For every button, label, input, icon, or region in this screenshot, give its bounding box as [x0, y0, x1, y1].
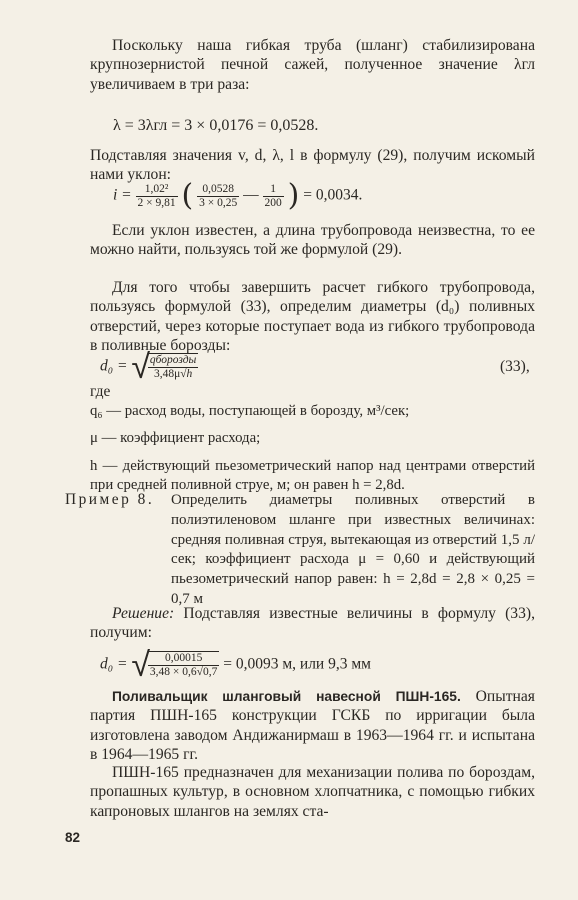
eq4-den-radicand: 0,7 — [202, 666, 218, 678]
page-number: 82 — [65, 830, 81, 845]
paragraph-pshn: ПШН-165 предназначен для механизации полива по бороздам, пропашных культур, в основном хлопчатника, с помощью гибких капроновых шлангов на землях ста- — [90, 764, 535, 820]
equation-lambda: λ = 3λгл = 3 × 0,0176 = 0,0528. — [113, 117, 319, 134]
section-heading: Поливальщик шланговый навесной ПШН-165. — [112, 689, 461, 704]
solution-text: Подставляя известные величины в формулу (33), получим: — [90, 605, 535, 642]
eq2-f2-numerator: 0,0528 — [202, 182, 234, 195]
where-label: где — [90, 383, 111, 400]
radical-icon-2: √ — [131, 645, 151, 685]
equation-33 — [100, 347, 198, 387]
eq4-den-coefficient: 3,48 × 0,6 — [149, 666, 197, 678]
small-radical-icon: √ — [180, 368, 187, 380]
eq2-fraction-2 — [197, 183, 239, 210]
eq2-f3-numerator: 1 — [270, 182, 276, 195]
definition-q: q₆ — расход воды, поступающей в борозду, м³/сек; — [90, 403, 410, 419]
eq2-lhs: i = — [113, 186, 132, 204]
equation-result — [100, 645, 371, 685]
section-text: Опытная партия ПШН-165 конструкции ГСКБ по ирригации была изготовлена заводом Андижанирмаш в 1963—1964 гг. и испытана в 1964—1965 гг. — [90, 688, 535, 764]
example-body: Определить диаметры поливных отверстий в полиэтиленовом шланге при известных величинах: средняя поливная струя, вытекающая из отверстий 1,5 л/сек; коэффициент расхода μ = 0,60 и действующий пьезометрический напор равен: h = 2,8d = 2,8 × 0,25 = 0,7 м — [171, 492, 535, 607]
eq2-fraction-3 — [263, 183, 284, 210]
solution-label: Решение: — [112, 605, 175, 622]
eq3-den-radicand: h — [186, 368, 193, 380]
eq3-denominator — [148, 367, 198, 381]
eq3-numerator: qборозды — [149, 354, 197, 366]
small-radical-icon-2: √ — [196, 666, 203, 678]
eq2-minus: — — [243, 186, 259, 204]
eq2-f1-numerator: 1,02² — [144, 182, 169, 195]
eq2-fraction-1 — [136, 183, 178, 210]
paragraph-intro: Поскольку наша гибкая труба (шланг) стабилизирована крупнозернистой печной сажей, полученное значение λгл увеличиваем в три раза: — [90, 37, 535, 93]
eq4-lhs: d₀ = — [100, 655, 128, 673]
eq4-fraction — [148, 651, 219, 679]
definitions-list — [90, 402, 535, 496]
solution-paragraph — [90, 604, 535, 643]
definition-mu: μ — коэффициент расхода; — [90, 430, 261, 447]
eq3-den-coefficient: 3,48μ — [153, 368, 181, 380]
eq2-f3-denominator: 200 — [264, 196, 282, 209]
eq4-rhs: = 0,0093 м, или 9,3 мм — [223, 655, 371, 673]
equation-33-tag: (33), — [500, 358, 530, 375]
right-paren: ) — [287, 178, 300, 213]
example-label: Пример 8. — [65, 491, 155, 508]
eq2-rhs: = 0,0034. — [303, 186, 363, 204]
paragraph-length: Если уклон известен, а длина трубопровода неизвестна, то ее можно найти, пользуясь той же формулой (29). — [90, 222, 535, 259]
eq2-f1-denominator: 2 × 9,81 — [137, 196, 176, 209]
definition-h: h — действующий пьезометрический напор над центрами отверстий при средней поливной струе, м; он равен h = 2,8d. — [90, 457, 535, 494]
paragraph-substitution: Подставляя значения v, d, λ, l в формулу (29), получим искомый нами уклон: — [90, 147, 535, 184]
eq2-f2-denominator: 3 × 0,25 — [199, 196, 238, 209]
eq3-lhs: d₀ = — [100, 357, 128, 375]
paragraph-diameter: Для того чтобы завершить расчет гибкого трубопровода, пользуясь формулой (33), определим диаметры (d₀) поливных отверстий, через которые поступает вода из гибкого трубопровода в поливные борозды: — [90, 279, 535, 355]
left-paren: ( — [181, 178, 194, 213]
eq4-numerator: 0,00015 — [164, 652, 203, 664]
eq4-denominator — [148, 665, 219, 679]
section-paragraph — [90, 687, 535, 765]
radical-icon: √ — [131, 347, 151, 387]
equation-slope — [113, 178, 363, 213]
eq3-fraction — [148, 353, 198, 381]
